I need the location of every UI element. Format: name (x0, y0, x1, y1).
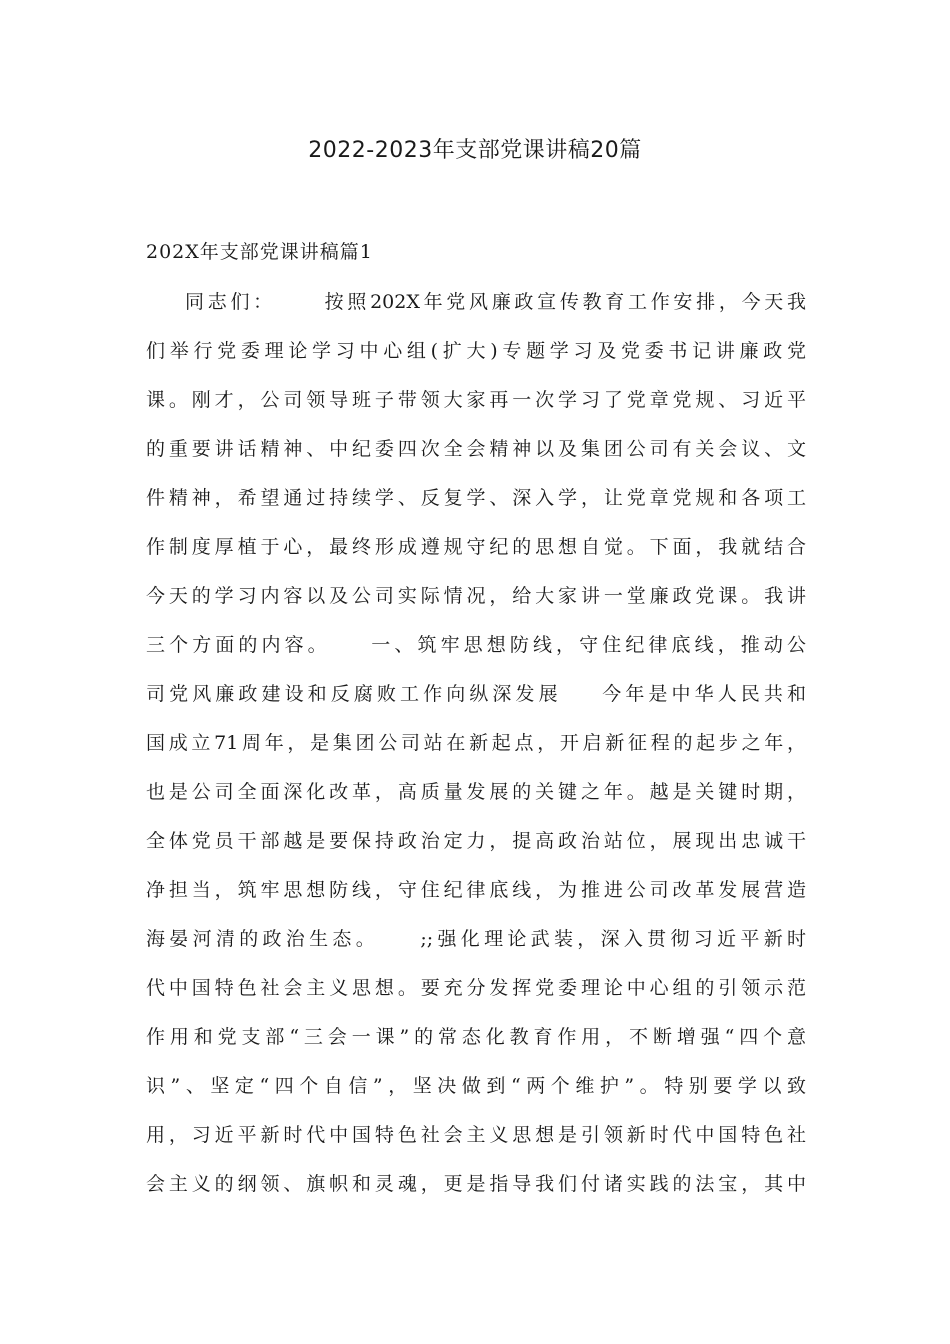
body-line: 作用和党支部“三会一课”的常态化教育作用，不断增强“四个意 (146, 1026, 806, 1048)
body-line: 作制度厚植于心，最终形成遵规守纪的思想自觉。下面，我就结合 (146, 536, 806, 558)
body-text (146, 284, 806, 1215)
body-line: 今天的学习内容以及公司实际情况，给大家讲一堂廉政党课。我讲 (146, 585, 806, 607)
body-line: 件精神，希望通过持续学、反复学、深入学，让党章党规和各项工 (146, 487, 806, 509)
body-line: 同志们： 按照202X年党风廉政宣传教育工作安排，今天我 (146, 291, 806, 313)
body-line: 也是公司全面深化改革，高质量发展的关键之年。越是关键时期， (146, 781, 806, 803)
body-line: 会主义的纲领、旗帜和灵魂，更是指导我们付诸实践的法宝，其中 (146, 1173, 806, 1195)
body-line: 们举行党委理论学习中心组(扩大)专题学习及党委书记讲廉政党 (146, 340, 806, 362)
document-title: 2022-2023年支部党课讲稿20篇 (308, 138, 642, 163)
body-line: 识”、坚定“四个自信”，坚决做到“两个维护”。特别要学以致 (146, 1075, 806, 1097)
body-line: 代中国特色社会主义思想。要充分发挥党委理论中心组的引领示范 (146, 977, 806, 999)
body-line: 净担当，筑牢思想防线，守住纪律底线，为推进公司改革发展营造 (146, 879, 806, 901)
body-line: 三个方面的内容。 一、筑牢思想防线，守住纪律底线，推动公 (146, 634, 806, 656)
body-line: 国成立71周年，是集团公司站在新起点，开启新征程的起步之年， (146, 732, 806, 754)
body-line: 司党风廉政建设和反腐败工作向纵深发展 今年是中华人民共和 (146, 683, 806, 705)
body-line: 课。刚才，公司领导班子带领大家再一次学习了党章党规、习近平 (146, 389, 806, 411)
body-line: 用，习近平新时代中国特色社会主义思想是引领新时代中国特色社 (146, 1124, 806, 1146)
body-line: 海晏河清的政治生态。 ;;强化理论武装，深入贯彻习近平新时 (146, 928, 806, 950)
body-line: 全体党员干部越是要保持政治定力，提高政治站位，展现出忠诚干 (146, 830, 806, 852)
section-heading: 202X年支部党课讲稿篇1 (146, 241, 373, 263)
body-line: 的重要讲话精神、中纪委四次全会精神以及集团公司有关会议、文 (146, 438, 806, 460)
